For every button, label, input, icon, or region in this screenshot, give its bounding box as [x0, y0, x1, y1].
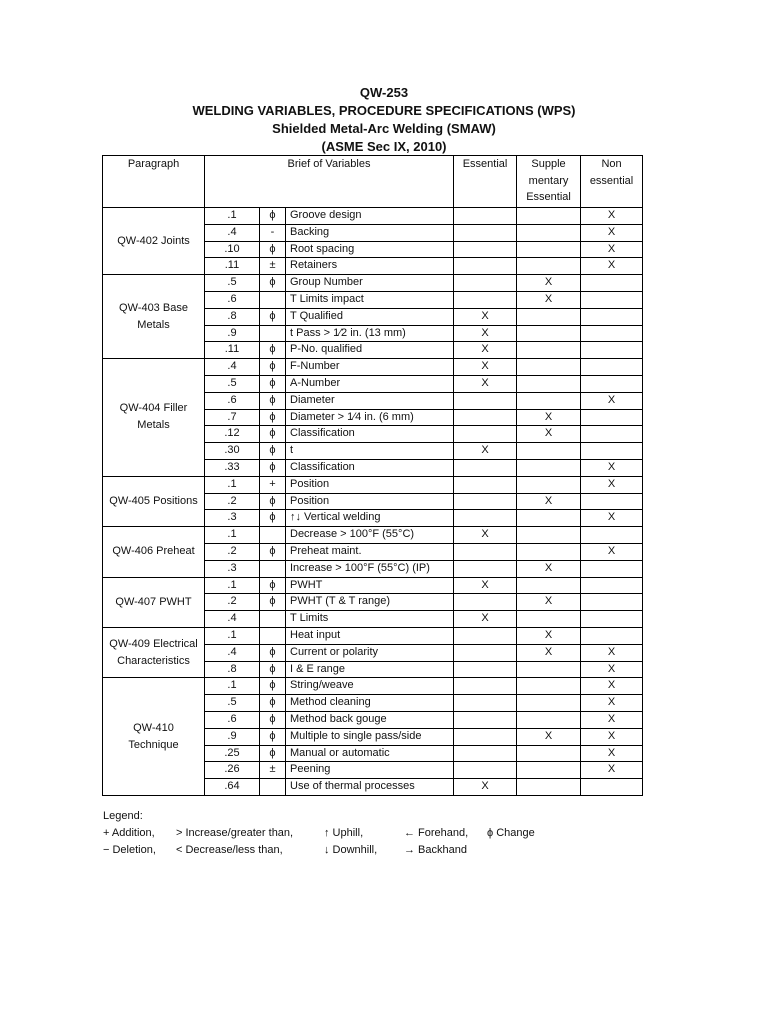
variable-description-cell: Diameter [286, 392, 454, 409]
paragraph-cell: QW-402 Joints [103, 208, 205, 275]
variable-description-cell: ↑↓ Vertical welding [286, 510, 454, 527]
variable-description-cell: Decrease > 100°F (55°C) [286, 527, 454, 544]
header-brief-of-variables: Brief of Variables [205, 156, 454, 208]
change-symbol-cell: ϕ [260, 342, 286, 359]
variable-description-cell: Groove design [286, 208, 454, 225]
variable-description-cell: Peening [286, 762, 454, 779]
nonessential-cell [581, 325, 643, 342]
paragraph-cell: QW-410 Technique [103, 678, 205, 796]
supplementary-essential-cell [517, 476, 581, 493]
nonessential-cell [581, 342, 643, 359]
variable-description-cell: T Qualified [286, 308, 454, 325]
change-symbol-cell: ϕ [260, 728, 286, 745]
nonessential-cell: X [581, 661, 643, 678]
variable-number-cell: .4 [205, 644, 260, 661]
supplementary-essential-cell [517, 208, 581, 225]
legend [103, 808, 535, 859]
nonessential-cell [581, 359, 643, 376]
essential-cell [454, 493, 517, 510]
variable-number-cell: .11 [205, 342, 260, 359]
nonessential-cell: X [581, 224, 643, 241]
change-symbol-cell: ϕ [260, 208, 286, 225]
supplementary-essential-cell [517, 661, 581, 678]
variable-number-cell: .4 [205, 224, 260, 241]
supplementary-essential-cell [517, 459, 581, 476]
variable-number-cell: .12 [205, 426, 260, 443]
variable-description-cell: Backing [286, 224, 454, 241]
change-symbol-cell: ϕ [260, 678, 286, 695]
nonessential-cell [581, 627, 643, 644]
essential-cell: X [454, 611, 517, 628]
change-symbol-cell: ± [260, 762, 286, 779]
nonessential-cell: X [581, 711, 643, 728]
change-symbol-cell: ϕ [260, 711, 286, 728]
change-symbol-cell [260, 779, 286, 796]
nonessential-cell: X [581, 678, 643, 695]
supplementary-essential-cell [517, 527, 581, 544]
variable-number-cell: .25 [205, 745, 260, 762]
change-symbol-cell: ϕ [260, 443, 286, 460]
essential-cell [454, 644, 517, 661]
essential-cell [454, 594, 517, 611]
supplementary-essential-cell [517, 342, 581, 359]
nonessential-cell [581, 560, 643, 577]
legend-title: Legend: [103, 810, 143, 822]
supplementary-essential-cell [517, 375, 581, 392]
nonessential-cell [581, 375, 643, 392]
variable-number-cell: .26 [205, 762, 260, 779]
essential-cell: X [454, 359, 517, 376]
paragraph-cell: QW-409 Electrical Characteristics [103, 627, 205, 677]
variable-description-cell: Increase > 100°F (55°C) (IP) [286, 560, 454, 577]
table-row [103, 577, 643, 594]
variable-number-cell: .2 [205, 594, 260, 611]
nonessential-cell: X [581, 543, 643, 560]
change-symbol-cell: ϕ [260, 695, 286, 712]
paragraph-cell: QW-407 PWHT [103, 577, 205, 627]
change-symbol-cell: ϕ [260, 392, 286, 409]
change-symbol-cell: ϕ [260, 359, 286, 376]
variable-description-cell: Diameter > 1⁄4 in. (6 mm) [286, 409, 454, 426]
header-supplementary-essential: Supple mentary Essential [517, 156, 581, 208]
change-symbol-cell [260, 560, 286, 577]
variable-description-cell: Root spacing [286, 241, 454, 258]
legend-change: ϕ Change [487, 827, 535, 839]
change-symbol-cell: ϕ [260, 745, 286, 762]
table-header-row [103, 156, 643, 208]
essential-cell [454, 728, 517, 745]
supplementary-essential-cell: X [517, 594, 581, 611]
essential-cell [454, 711, 517, 728]
change-symbol-cell [260, 291, 286, 308]
essential-cell [454, 560, 517, 577]
change-symbol-cell [260, 527, 286, 544]
nonessential-cell [581, 308, 643, 325]
variable-description-cell: Retainers [286, 258, 454, 275]
variable-number-cell: .1 [205, 627, 260, 644]
variable-description-cell: Method cleaning [286, 695, 454, 712]
change-symbol-cell [260, 627, 286, 644]
variable-number-cell: .8 [205, 308, 260, 325]
variable-description-cell: PWHT [286, 577, 454, 594]
nonessential-cell [581, 493, 643, 510]
change-symbol-cell: - [260, 224, 286, 241]
variable-number-cell: .7 [205, 409, 260, 426]
nonessential-cell [581, 443, 643, 460]
supplementary-essential-cell [517, 543, 581, 560]
essential-cell [454, 745, 517, 762]
supplementary-essential-cell: X [517, 560, 581, 577]
essential-cell: X [454, 325, 517, 342]
change-symbol-cell: ϕ [260, 375, 286, 392]
variable-number-cell: .1 [205, 208, 260, 225]
nonessential-cell: X [581, 392, 643, 409]
supplementary-essential-cell: X [517, 275, 581, 292]
supplementary-essential-cell [517, 241, 581, 258]
nonessential-cell [581, 611, 643, 628]
supplementary-essential-cell [517, 510, 581, 527]
variable-description-cell: Manual or automatic [286, 745, 454, 762]
table-row [103, 359, 643, 376]
variable-description-cell: PWHT (T & T range) [286, 594, 454, 611]
essential-cell [454, 543, 517, 560]
variable-number-cell: .30 [205, 443, 260, 460]
title-code: QW-253 [359, 85, 409, 100]
supplementary-essential-cell [517, 308, 581, 325]
supplementary-essential-cell [517, 359, 581, 376]
supplementary-essential-cell [517, 443, 581, 460]
essential-cell: X [454, 577, 517, 594]
title-process: Shielded Metal-Arc Welding (SMAW) [272, 121, 496, 136]
variable-description-cell: Preheat maint. [286, 543, 454, 560]
supplementary-essential-cell [517, 224, 581, 241]
variable-description-cell: I & E range [286, 661, 454, 678]
essential-cell [454, 224, 517, 241]
table-body [103, 208, 643, 796]
variable-description-cell: Position [286, 493, 454, 510]
document-title [0, 84, 768, 156]
legend-decrease: < Decrease/less than, [176, 844, 283, 856]
essential-cell [454, 695, 517, 712]
essential-cell [454, 661, 517, 678]
variable-number-cell: .6 [205, 392, 260, 409]
essential-cell: X [454, 779, 517, 796]
nonessential-cell [581, 527, 643, 544]
supplementary-essential-cell: X [517, 409, 581, 426]
variable-description-cell: T Limits [286, 611, 454, 628]
variable-number-cell: .3 [205, 510, 260, 527]
supplementary-essential-cell [517, 678, 581, 695]
variable-description-cell: Classification [286, 459, 454, 476]
nonessential-cell [581, 779, 643, 796]
variable-description-cell: F-Number [286, 359, 454, 376]
variable-number-cell: .5 [205, 375, 260, 392]
variable-number-cell: .8 [205, 661, 260, 678]
variable-number-cell: .4 [205, 611, 260, 628]
variable-number-cell: .6 [205, 291, 260, 308]
nonessential-cell [581, 426, 643, 443]
essential-cell [454, 627, 517, 644]
variable-number-cell: .2 [205, 543, 260, 560]
variable-description-cell: Current or polarity [286, 644, 454, 661]
supplementary-essential-cell [517, 577, 581, 594]
essential-cell [454, 392, 517, 409]
variable-number-cell: .1 [205, 577, 260, 594]
legend-addition: + Addition, [103, 827, 155, 839]
paragraph-cell: QW-405 Positions [103, 476, 205, 526]
essential-cell [454, 459, 517, 476]
change-symbol-cell: ϕ [260, 241, 286, 258]
essential-cell [454, 409, 517, 426]
nonessential-cell [581, 577, 643, 594]
essential-cell [454, 476, 517, 493]
paragraph-cell: QW-403 Base Metals [103, 275, 205, 359]
welding-variables-table [102, 155, 643, 796]
table-row [103, 627, 643, 644]
essential-cell [454, 291, 517, 308]
paragraph-cell: QW-404 Filler Metals [103, 359, 205, 477]
nonessential-cell: X [581, 241, 643, 258]
legend-downhill: ↓ Downhill, [324, 844, 378, 856]
change-symbol-cell: ϕ [260, 308, 286, 325]
nonessential-cell: X [581, 695, 643, 712]
nonessential-cell [581, 275, 643, 292]
variable-number-cell: .33 [205, 459, 260, 476]
variable-description-cell: Use of thermal processes [286, 779, 454, 796]
supplementary-essential-cell: X [517, 291, 581, 308]
variable-description-cell: Multiple to single pass/side [286, 728, 454, 745]
legend-forehand: ← Forehand, [404, 827, 469, 839]
paragraph-cell: QW-406 Preheat [103, 527, 205, 577]
nonessential-cell: X [581, 459, 643, 476]
change-symbol-cell: ϕ [260, 594, 286, 611]
change-symbol-cell: ϕ [260, 459, 286, 476]
change-symbol-cell [260, 325, 286, 342]
table-row [103, 476, 643, 493]
variable-description-cell: t [286, 443, 454, 460]
variable-description-cell: T Limits impact [286, 291, 454, 308]
supplementary-essential-cell [517, 325, 581, 342]
supplementary-essential-cell [517, 611, 581, 628]
nonessential-cell: X [581, 476, 643, 493]
essential-cell [454, 241, 517, 258]
variable-description-cell: Classification [286, 426, 454, 443]
essential-cell [454, 258, 517, 275]
variable-description-cell: A-Number [286, 375, 454, 392]
supplementary-essential-cell: X [517, 426, 581, 443]
essential-cell [454, 762, 517, 779]
essential-cell: X [454, 342, 517, 359]
nonessential-cell: X [581, 510, 643, 527]
essential-cell [454, 275, 517, 292]
supplementary-essential-cell: X [517, 644, 581, 661]
legend-deletion: − Deletion, [103, 844, 156, 856]
variable-description-cell: Method back gouge [286, 711, 454, 728]
change-symbol-cell: ϕ [260, 426, 286, 443]
variable-description-cell: P-No. qualified [286, 342, 454, 359]
variable-number-cell: .1 [205, 527, 260, 544]
change-symbol-cell: ϕ [260, 409, 286, 426]
change-symbol-cell: ϕ [260, 510, 286, 527]
legend-row-1 [103, 825, 535, 842]
variable-number-cell: .9 [205, 728, 260, 745]
variable-number-cell: .4 [205, 359, 260, 376]
legend-increase: > Increase/greater than, [176, 827, 294, 839]
variable-description-cell: Heat input [286, 627, 454, 644]
supplementary-essential-cell [517, 258, 581, 275]
supplementary-essential-cell: X [517, 627, 581, 644]
variable-number-cell: .3 [205, 560, 260, 577]
variable-description-cell: String/weave [286, 678, 454, 695]
change-symbol-cell [260, 611, 286, 628]
nonessential-cell: X [581, 762, 643, 779]
legend-row-2 [103, 842, 535, 859]
nonessential-cell [581, 594, 643, 611]
variable-description-cell: Position [286, 476, 454, 493]
variable-number-cell: .5 [205, 695, 260, 712]
table-row [103, 275, 643, 292]
nonessential-cell: X [581, 208, 643, 225]
nonessential-cell: X [581, 728, 643, 745]
essential-cell: X [454, 375, 517, 392]
nonessential-cell [581, 409, 643, 426]
supplementary-essential-cell: X [517, 728, 581, 745]
legend-backhand: → Backhand [404, 844, 467, 856]
supplementary-essential-cell [517, 779, 581, 796]
supplementary-essential-cell [517, 711, 581, 728]
variable-number-cell: .1 [205, 678, 260, 695]
variable-number-cell: .9 [205, 325, 260, 342]
variable-number-cell: .2 [205, 493, 260, 510]
variable-number-cell: .64 [205, 779, 260, 796]
essential-cell: X [454, 527, 517, 544]
essential-cell [454, 678, 517, 695]
change-symbol-cell: ϕ [260, 644, 286, 661]
table-row [103, 527, 643, 544]
supplementary-essential-cell [517, 762, 581, 779]
essential-cell: X [454, 443, 517, 460]
essential-cell [454, 510, 517, 527]
variable-number-cell: .11 [205, 258, 260, 275]
header-nonessential: Non essential [581, 156, 643, 208]
header-paragraph: Paragraph [103, 156, 205, 208]
essential-cell [454, 426, 517, 443]
nonessential-cell [581, 291, 643, 308]
variable-description-cell: t Pass > 1⁄2 in. (13 mm) [286, 325, 454, 342]
variable-number-cell: .6 [205, 711, 260, 728]
nonessential-cell: X [581, 745, 643, 762]
change-symbol-cell: + [260, 476, 286, 493]
change-symbol-cell: ϕ [260, 543, 286, 560]
change-symbol-cell: ϕ [260, 661, 286, 678]
header-essential: Essential [454, 156, 517, 208]
title-heading: WELDING VARIABLES, PROCEDURE SPECIFICATIONS (WPS) [192, 103, 576, 118]
variable-description-cell: Group Number [286, 275, 454, 292]
nonessential-cell: X [581, 258, 643, 275]
supplementary-essential-cell: X [517, 493, 581, 510]
variable-number-cell: .10 [205, 241, 260, 258]
variable-number-cell: .5 [205, 275, 260, 292]
nonessential-cell: X [581, 644, 643, 661]
essential-cell: X [454, 308, 517, 325]
supplementary-essential-cell [517, 392, 581, 409]
table-row [103, 678, 643, 695]
change-symbol-cell: ϕ [260, 493, 286, 510]
change-symbol-cell: ϕ [260, 275, 286, 292]
title-standard: (ASME Sec IX, 2010) [321, 139, 447, 154]
legend-uphill: ↑ Uphill, [324, 827, 364, 839]
table-row [103, 208, 643, 225]
change-symbol-cell: ± [260, 258, 286, 275]
supplementary-essential-cell [517, 695, 581, 712]
supplementary-essential-cell [517, 745, 581, 762]
variable-number-cell: .1 [205, 476, 260, 493]
change-symbol-cell: ϕ [260, 577, 286, 594]
essential-cell [454, 208, 517, 225]
